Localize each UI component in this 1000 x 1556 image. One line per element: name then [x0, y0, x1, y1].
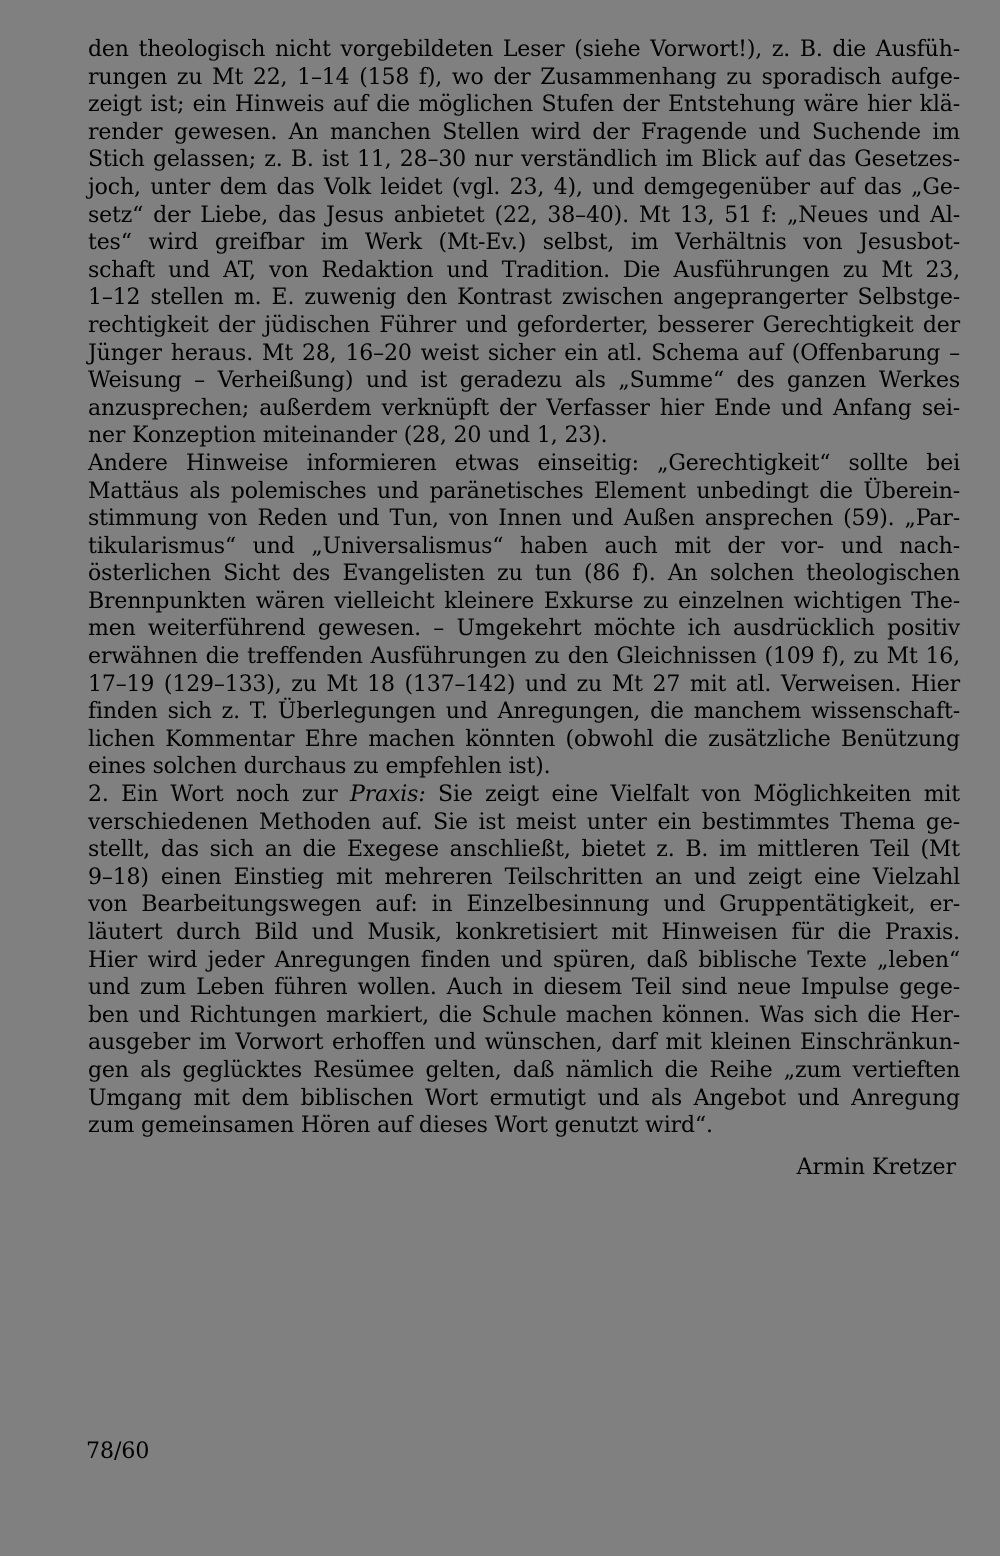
line-text: den theologisch nicht vorgebildeten Leser (siehe Vorwort!), z. B. die Ausfüh-	[88, 37, 960, 62]
text-line	[88, 119, 960, 147]
text-line	[88, 202, 960, 230]
line-text: 17–19 (129–133), zu Mt 18 (137–142) und zu Mt 27 mit atl. Verweisen. Hier	[88, 671, 960, 697]
line-text: tes“ wird greifbar im Werk (Mt-Ev.) selbst, im Verhältnis von Jesusbot-	[88, 230, 960, 256]
line-text: Brennpunkten wären vielleicht kleinere Exkurse zu einzelnen wichtigen The-	[88, 588, 960, 614]
line-text: zum gemeinsamen Hören auf dieses Wort genutzt wird“.	[88, 1113, 713, 1139]
line-text: Sie zeigt eine Vielfalt von Möglichkeiten mit	[425, 782, 960, 808]
line-text: von Bearbeitungswegen auf: in Einzelbesinnung und Gruppentätigkeit, er-	[88, 892, 960, 918]
line-text: und zum Leben führen wollen. Auch in diesem Teil sind neue Impulse gege-	[88, 975, 960, 1001]
text-line	[88, 809, 960, 837]
text-line	[88, 533, 960, 561]
text-line	[88, 947, 960, 975]
text-line	[88, 588, 960, 616]
text-line	[88, 146, 960, 174]
text-line	[88, 64, 960, 92]
line-text: 9–18) einen Einstieg mit mehreren Teilschritten an und zeigt eine Vielzahl	[88, 864, 960, 890]
line-text: anzusprechen; außerdem verknüpft der Verfasser hier Ende und Anfang sei-	[88, 395, 960, 421]
text-line	[88, 91, 960, 119]
text-line	[88, 643, 960, 671]
line-text: Jünger heraus. Mt 28, 16–20 weist sicher ein atl. Schema auf (Offenbarung –	[88, 340, 960, 366]
line-text: render gewesen. An manchen Stellen wird der Fragende und Suchende im	[88, 119, 960, 145]
line-text: läutert durch Bild und Musik, konkretisiert mit Hinweisen für die Praxis.	[88, 920, 960, 945]
line-text: schaft und AT, von Redaktion und Tradition. Die Ausführungen zu Mt 23,	[88, 257, 960, 283]
line-text: ner Konzeption miteinander (28, 20 und 1, 23).	[88, 423, 608, 449]
text-line	[88, 753, 960, 781]
text-line	[88, 229, 960, 257]
line-text: gen als geglücktes Resümee gelten, daß nämlich die Reihe „zum vertieften	[88, 1057, 960, 1083]
text-line	[88, 1029, 960, 1057]
text-line	[88, 781, 960, 809]
text-line	[88, 726, 960, 754]
text-line	[88, 340, 960, 368]
line-text: eines solchen durchaus zu empfehlen ist).	[88, 754, 551, 780]
text-line	[88, 560, 960, 588]
line-text: Stich gelassen; z. B. ist 11, 28–30 nur verständlich im Blick auf das Gesetzes-	[88, 147, 960, 173]
text-line	[88, 671, 960, 699]
paragraph	[88, 781, 960, 1140]
text-line	[88, 312, 960, 340]
line-text: joch, unter dem das Volk leidet (vgl. 23, 4), und demgegenüber auf das „Ge-	[88, 174, 960, 200]
line-text: men weiterführend gewesen. – Umgekehrt möchte ich ausdrücklich positiv	[88, 616, 960, 642]
paragraph	[88, 450, 960, 781]
paragraph	[88, 36, 960, 450]
line-text: ben und Richtungen markiert, die Schule machen können. Was sich die Her-	[88, 1002, 960, 1028]
line-text: Weisung – Verheißung) und ist geradezu als „Summe“ des ganzen Werkes	[88, 368, 960, 394]
text-line	[88, 174, 960, 202]
text-line	[88, 478, 960, 506]
line-text: Umgang mit dem biblischen Wort ermutigt und als Angebot und Anregung	[88, 1085, 960, 1111]
text-line	[88, 615, 960, 643]
text-line	[88, 505, 960, 533]
line-text: zeigt ist; ein Hinweis auf die möglichen Stufen der Entstehung wäre hier klä-	[88, 92, 960, 118]
text-line	[88, 450, 960, 478]
line-text: 1–12 stellen m. E. zuwenig den Kontrast zwischen angeprangerter Selbstge-	[88, 285, 960, 311]
line-text: Hier wird jeder Anregungen finden und spüren, daß biblische Texte „leben“	[88, 947, 960, 973]
text-line	[88, 1057, 960, 1085]
line-text: 2. Ein Wort noch zur	[88, 782, 351, 808]
page-number: 78/60	[86, 1439, 150, 1464]
line-text: tikularismus“ und „Universalismus“ haben auch mit der vor- und nach-	[88, 533, 960, 559]
text-line	[88, 422, 960, 450]
author-signature: Armin Kretzer	[796, 1155, 956, 1180]
line-text: ausgeber im Vorwort erhoffen und wünschen, darf mit kleinen Einschränkun-	[88, 1030, 960, 1056]
text-line	[88, 836, 960, 864]
text-line	[88, 1112, 960, 1140]
line-text: lichen Kommentar Ehre machen könnten (obwohl die zusätzliche Benützung	[88, 726, 960, 752]
line-text: österlichen Sicht des Evangelisten zu tun (86 f). An solchen theologischen	[88, 561, 960, 587]
line-text: erwähnen die treffenden Ausführungen zu den Gleichnissen (109 f), zu Mt 16,	[88, 644, 960, 670]
emphasis-text: Praxis:	[350, 782, 426, 808]
text-line	[88, 395, 960, 423]
line-text: setz“ der Liebe, das Jesus anbietet (22, 38–40). Mt 13, 51 f: „Neues und Al-	[88, 202, 960, 228]
text-line	[88, 36, 960, 64]
line-text: stellt, das sich an die Exegese anschließt, bietet z. B. im mittleren Teil (Mt	[88, 837, 960, 863]
line-text: finden sich z. T. Überlegungen und Anregungen, die manchem wissenschaft-	[88, 699, 960, 725]
text-line	[88, 1002, 960, 1030]
line-text: rungen zu Mt 22, 1–14 (158 f), wo der Zusammenhang zu sporadisch aufge-	[88, 64, 960, 90]
document-body	[88, 36, 960, 1140]
text-line	[88, 919, 960, 947]
text-line	[88, 974, 960, 1002]
text-line	[88, 698, 960, 726]
line-text: verschiedenen Methoden auf. Sie ist meist unter ein bestimmtes Thema ge-	[88, 809, 960, 835]
line-text: stimmung von Reden und Tun, von Innen und Außen ansprechen (59). „Par-	[88, 506, 960, 532]
text-line	[88, 367, 960, 395]
text-line	[88, 284, 960, 312]
text-line	[88, 257, 960, 285]
text-line	[88, 1085, 960, 1113]
line-text: rechtigkeit der jüdischen Führer und geforderter, besserer Gerechtigkeit der	[88, 312, 960, 338]
line-text: Mattäus als polemisches und paränetisches Element unbedingt die Überein-	[88, 478, 960, 504]
text-line	[88, 864, 960, 892]
line-text: Andere Hinweise informieren etwas einseitig: „Gerechtigkeit“ sollte bei	[88, 450, 960, 476]
text-line	[88, 891, 960, 919]
